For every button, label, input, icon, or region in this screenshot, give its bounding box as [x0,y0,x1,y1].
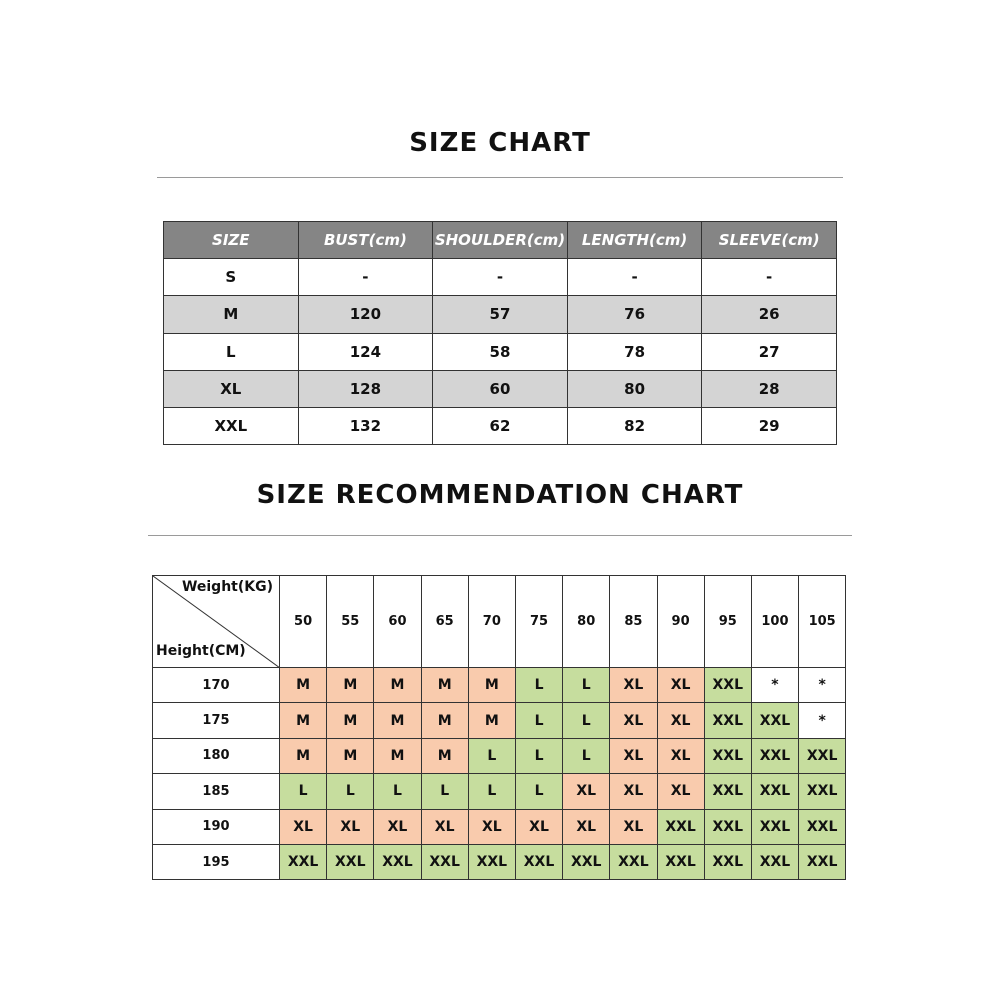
weight-header-cell: 60 [374,576,421,668]
measurement-cell: 82 [567,407,702,444]
recommended-size-cell: XL [468,809,515,844]
size-label-cell: L [164,333,299,370]
recommended-size-cell: XXL [704,809,751,844]
measurement-cell: - [567,259,702,296]
measurement-cell: 60 [433,370,568,407]
recommendation-row [153,703,846,738]
recommended-size-cell: XL [421,809,468,844]
recommended-size-cell: M [421,668,468,703]
height-cell: 190 [153,809,280,844]
recommended-size-cell: * [799,668,846,703]
recommendation-row [153,809,846,844]
recommended-size-cell: * [799,703,846,738]
recommended-size-cell: XL [374,809,421,844]
measurement-cell: 120 [298,296,433,333]
header-bust: BUST(cm) [298,222,433,259]
recommended-size-cell: L [421,774,468,809]
size-chart-row [164,370,837,407]
recommended-size-cell: XXL [704,844,751,879]
measurement-cell: 78 [567,333,702,370]
recommended-size-cell: M [327,668,374,703]
weight-header-cell: 70 [468,576,515,668]
weight-header-cell: 75 [515,576,562,668]
recommended-size-cell: XL [327,809,374,844]
size-label-cell: S [164,259,299,296]
recommended-size-cell: M [468,703,515,738]
size-chart-row [164,333,837,370]
size-chart-table [163,221,837,445]
recommended-size-cell: M [468,668,515,703]
recommended-size-cell: XL [657,738,704,773]
recommended-size-cell: XL [563,809,610,844]
recommendation-header-row [153,576,846,668]
recommended-size-cell: XXL [610,844,657,879]
recommended-size-cell: * [751,668,798,703]
weight-header-cell: 65 [421,576,468,668]
recommended-size-cell: L [515,668,562,703]
measurement-cell: - [298,259,433,296]
recommended-size-cell: L [563,668,610,703]
height-cell: 170 [153,668,280,703]
recommended-size-cell: XXL [799,774,846,809]
recommended-size-cell: L [563,703,610,738]
weight-header-cell: 80 [563,576,610,668]
recommended-size-cell: XXL [751,774,798,809]
measurement-cell: 62 [433,407,568,444]
recommended-size-cell: L [327,774,374,809]
recommended-size-cell: L [515,738,562,773]
recommendation-row [153,738,846,773]
recommended-size-cell: XL [657,774,704,809]
header-sleeve: SLEEVE(cm) [702,222,837,259]
height-axis-label: Height(CM) [156,643,246,659]
recommendation-row [153,668,846,703]
measurement-cell: 80 [567,370,702,407]
measurement-cell: 128 [298,370,433,407]
size-label-cell: M [164,296,299,333]
measurement-cell: 29 [702,407,837,444]
recommended-size-cell: XXL [751,703,798,738]
measurement-cell: 57 [433,296,568,333]
measurement-cell: 132 [298,407,433,444]
measurement-cell: - [702,259,837,296]
recommended-size-cell: XXL [799,809,846,844]
height-cell: 175 [153,703,280,738]
size-chart-row [164,259,837,296]
corner-header-cell [153,576,280,668]
weight-header-cell: 95 [704,576,751,668]
recommended-size-cell: XXL [327,844,374,879]
recommended-size-cell: L [374,774,421,809]
recommended-size-cell: M [327,738,374,773]
recommended-size-cell: L [515,774,562,809]
size-chart-row [164,407,837,444]
recommended-size-cell: XXL [280,844,327,879]
recommended-size-cell: XXL [751,809,798,844]
recommended-size-cell: XXL [799,738,846,773]
recommended-size-cell: L [468,774,515,809]
measurement-cell: - [433,259,568,296]
measurement-cell: 27 [702,333,837,370]
size-chart-title: SIZE CHART [409,128,591,158]
header-shoulder: SHOULDER(cm) [433,222,568,259]
recommended-size-cell: M [374,703,421,738]
weight-header-cell: 85 [610,576,657,668]
recommended-size-cell: XL [280,809,327,844]
divider [148,535,852,536]
recommended-size-cell: XL [610,668,657,703]
weight-header-cell: 50 [280,576,327,668]
recommendation-row [153,844,846,879]
recommended-size-cell: XXL [704,774,751,809]
recommended-size-cell: M [280,738,327,773]
recommended-size-cell: L [280,774,327,809]
recommended-size-cell: XXL [563,844,610,879]
recommended-size-cell: XL [610,703,657,738]
recommended-size-cell: XL [563,774,610,809]
recommended-size-cell: XXL [704,668,751,703]
size-chart-header-row [164,222,837,259]
recommended-size-cell: XXL [751,844,798,879]
recommended-size-cell: XXL [657,809,704,844]
recommended-size-cell: XXL [704,738,751,773]
recommended-size-cell: M [421,738,468,773]
height-cell: 185 [153,774,280,809]
header-size: SIZE [164,222,299,259]
recommendation-chart-title: SIZE RECOMMENDATION CHART [256,480,744,510]
recommended-size-cell: XXL [799,844,846,879]
weight-header-cell: 105 [799,576,846,668]
size-label-cell: XXL [164,407,299,444]
recommended-size-cell: L [515,703,562,738]
recommended-size-cell: XXL [468,844,515,879]
recommendation-row [153,774,846,809]
weight-axis-label: Weight(KG) [181,579,273,595]
recommended-size-cell: XL [657,668,704,703]
size-chart-row [164,296,837,333]
recommended-size-cell: M [421,703,468,738]
recommended-size-cell: M [374,738,421,773]
height-cell: 195 [153,844,280,879]
measurement-cell: 26 [702,296,837,333]
weight-header-cell: 55 [327,576,374,668]
recommended-size-cell: XXL [421,844,468,879]
recommended-size-cell: XXL [704,703,751,738]
recommended-size-cell: XXL [374,844,421,879]
recommended-size-cell: M [280,668,327,703]
recommended-size-cell: M [280,703,327,738]
recommended-size-cell: XXL [751,738,798,773]
recommended-size-cell: XL [515,809,562,844]
recommended-size-cell: XXL [515,844,562,879]
recommended-size-cell: XXL [657,844,704,879]
header-length: LENGTH(cm) [567,222,702,259]
recommended-size-cell: L [563,738,610,773]
measurement-cell: 124 [298,333,433,370]
height-cell: 180 [153,738,280,773]
measurement-cell: 58 [433,333,568,370]
divider [157,177,843,178]
recommendation-chart-table [152,575,846,880]
recommended-size-cell: M [374,668,421,703]
recommended-size-cell: L [468,738,515,773]
recommended-size-cell: XL [610,809,657,844]
weight-header-cell: 100 [751,576,798,668]
recommended-size-cell: XL [610,738,657,773]
size-label-cell: XL [164,370,299,407]
recommended-size-cell: XL [657,703,704,738]
measurement-cell: 76 [567,296,702,333]
measurement-cell: 28 [702,370,837,407]
weight-header-cell: 90 [657,576,704,668]
recommended-size-cell: XL [610,774,657,809]
recommended-size-cell: M [327,703,374,738]
